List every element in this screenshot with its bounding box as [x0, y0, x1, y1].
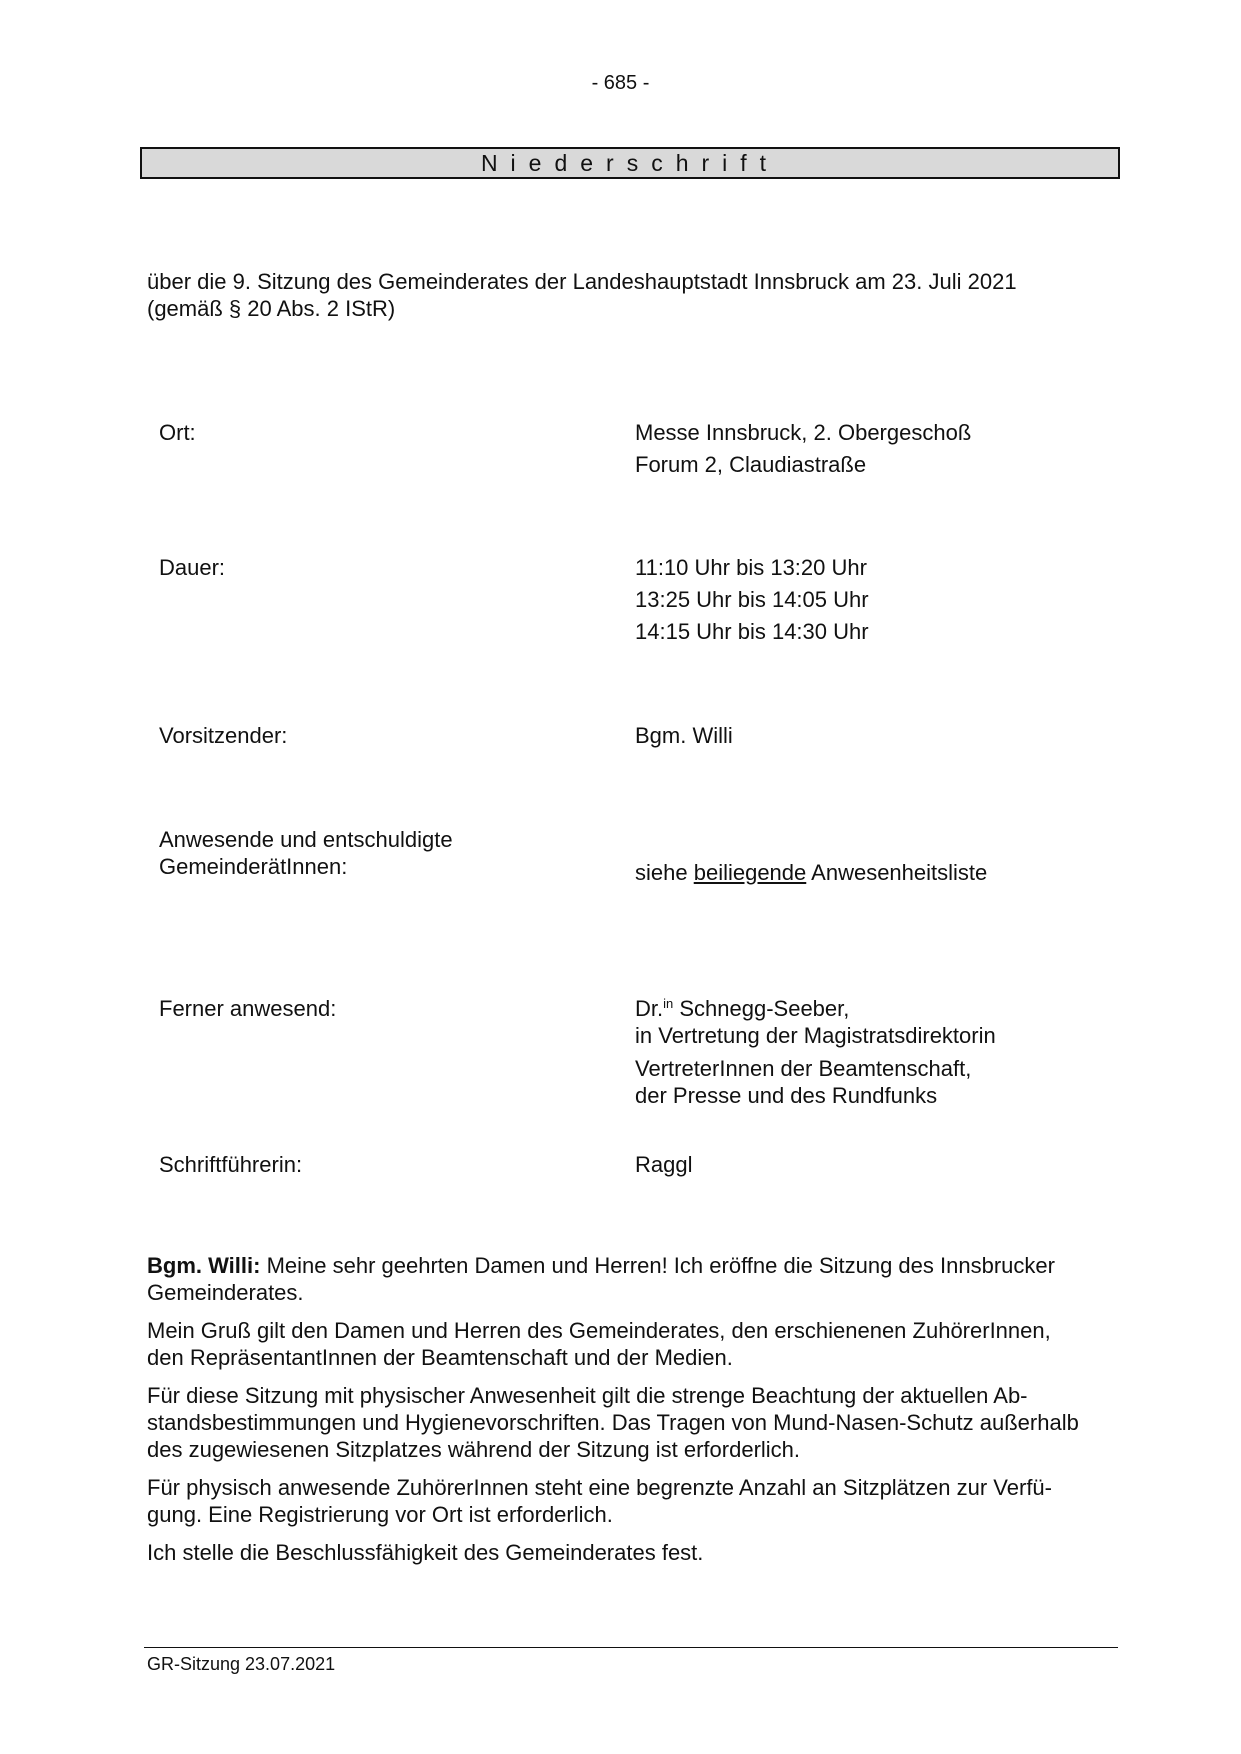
paragraph-line: Meine sehr geehrten Damen und Herren! Ich eröffne die Sitzung des Innsbrucker	[260, 1253, 1055, 1278]
ferner-anwesend-value	[635, 995, 1115, 1109]
paragraph-audience	[147, 1474, 1107, 1528]
paragraph-line: Ich stelle die Beschlussfähigkeit des Gemeinderates fest.	[147, 1540, 704, 1565]
ferner-anwesend-name	[635, 995, 1115, 1022]
paragraph-line: Für diese Sitzung mit physischer Anwesenheit gilt die strenge Beachtung der aktuellen Ab-	[147, 1383, 1028, 1408]
anwesende-label-line: GemeinderätInnen:	[159, 854, 348, 879]
paragraph-line: Gemeinderates.	[147, 1280, 304, 1305]
vorsitzender-label: Vorsitzender:	[159, 723, 288, 748]
ferner-name-superscript: in	[663, 996, 674, 1011]
anwesende-label-line: Anwesende und entschuldigte	[159, 827, 453, 852]
intro-line-1: über die 9. Sitzung des Gemeinderates der Landeshauptstadt Innsbruck am 23. Juli 2021	[147, 269, 1017, 294]
anwesende-value-suffix: Anwesenheitsliste	[806, 860, 988, 885]
ort-value-line: Forum 2, Claudiastraße	[635, 452, 867, 477]
ort-value	[635, 419, 1115, 478]
paragraph-line: des zugewiesenen Sitzplatzes während der Sitzung ist erforderlich.	[147, 1437, 801, 1462]
anwesende-value-underlined: beiliegende	[693, 860, 807, 885]
footer-divider	[144, 1647, 1118, 1648]
dauer-value	[635, 554, 1115, 645]
dauer-value-line: 13:25 Uhr bis 14:05 Uhr	[635, 587, 869, 612]
intro-line-2: (gemäß § 20 Abs. 2 IStR)	[147, 296, 396, 321]
paragraph-line: standsbestimmungen und Hygienevorschriften. Das Tragen von Mund-Nasen-Schutz außerhalb	[147, 1410, 1079, 1435]
anwesende-value-prefix: siehe	[635, 860, 694, 885]
schriftfuehrerin-label: Schriftführerin:	[159, 1152, 303, 1177]
ferner-anwesend-label: Ferner anwesend:	[159, 996, 337, 1021]
dauer-label: Dauer:	[159, 555, 226, 580]
ferner-anwesend-line: in Vertretung der Magistratsdirektorin	[635, 1023, 996, 1048]
speaker-name: Bgm. Willi:	[147, 1253, 261, 1278]
paragraph-line: Mein Gruß gilt den Damen und Herren des Gemeinderates, den erschienenen ZuhörerInnen,	[147, 1318, 1051, 1343]
paragraph-line: Für physisch anwesende ZuhörerInnen steht eine begrenzte Anzahl an Sitzplätzen zur Verfü-	[147, 1475, 1052, 1500]
intro-text	[147, 268, 1107, 322]
document-title: Niederschrift	[140, 147, 1120, 179]
ort-label: Ort:	[159, 420, 196, 445]
dauer-value-line: 14:15 Uhr bis 14:30 Uhr	[635, 619, 869, 644]
page-number: - 685 -	[591, 72, 650, 94]
paragraph-quorum	[147, 1539, 1107, 1566]
paragraph-hygiene	[147, 1382, 1107, 1463]
dauer-value-line: 11:10 Uhr bis 13:20 Uhr	[635, 555, 867, 580]
anwesende-value	[635, 859, 1115, 886]
paragraph-opening	[147, 1252, 1107, 1306]
paragraph-line: gung. Eine Registrierung vor Ort ist erforderlich.	[147, 1502, 613, 1527]
ort-value-line: Messe Innsbruck, 2. Obergeschoß	[635, 420, 972, 445]
schriftfuehrerin-value: Raggl	[635, 1152, 693, 1177]
ferner-anwesend-line: VertreterInnen der Beamtenschaft,	[635, 1056, 972, 1081]
paragraph-greeting	[147, 1317, 1107, 1371]
vorsitzender-value: Bgm. Willi	[635, 723, 733, 748]
paragraph-line: den RepräsentantInnen der Beamtenschaft und der Medien.	[147, 1345, 733, 1370]
footer-text: GR-Sitzung 23.07.2021	[147, 1654, 336, 1674]
anwesende-label	[159, 826, 599, 880]
ferner-name-rest: Schnegg-Seeber,	[673, 996, 850, 1021]
ferner-name-prefix: Dr.	[635, 996, 664, 1021]
body-text	[147, 1252, 1107, 1577]
ferner-anwesend-line: der Presse und des Rundfunks	[635, 1083, 938, 1108]
